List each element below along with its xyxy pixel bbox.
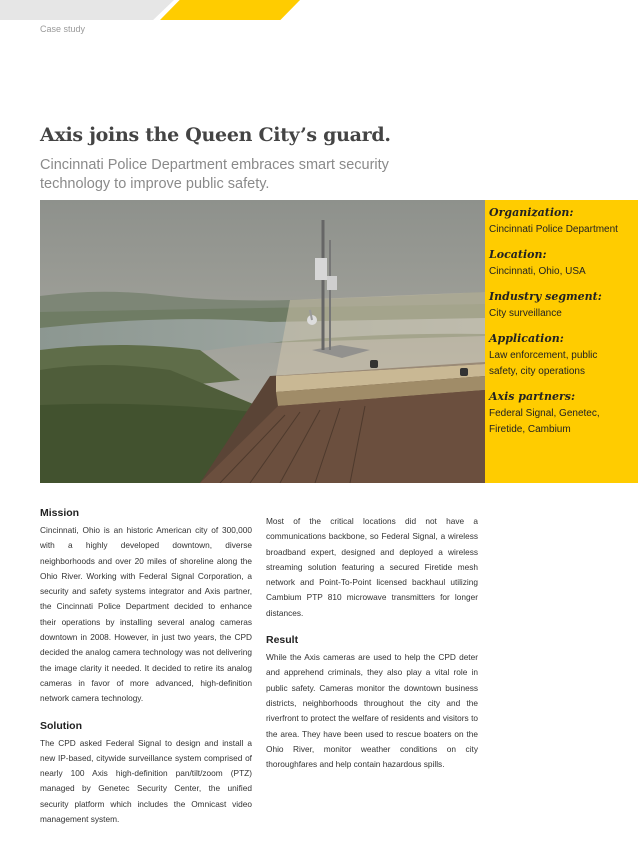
solution-continued-body: Most of the critical locations did not have a communications backbone, so Federal Signal, a wireless broadband expert, designed and deployed a wireless streaming solution featuring a secured Firetide mesh network and Point-To-Point licensed backhaul utilizing Cambium PTP 810 microwave transmitters for longer distances.: [266, 516, 478, 618]
application-value: Law enforcement, public safety, city operations: [489, 350, 598, 377]
eyebrow-label: Case study: [40, 24, 86, 34]
location-label: Location:: [489, 248, 547, 261]
solution-heading: Solution: [40, 719, 82, 732]
left-column: [40, 506, 252, 839]
axis-partners-value: Federal Signal, Genetec, Firetide, Cambium: [489, 408, 600, 435]
right-column: [266, 514, 478, 784]
result-heading: Result: [266, 634, 299, 647]
location-value: Cincinnati, Ohio, USA: [489, 266, 586, 277]
result-body: While the Axis cameras are used to help the CPD deter and apprehend criminals, they also play a vital role in public safety. Cameras monitor the downtown business districts, neighborhoods throughout the city and the riverfront to protect the welfare of residents and visitors to the area. They have been used to rescue boaters on the Ohio River, monitor weather conditions on city thoroughfares and help contain hazardous spills.: [266, 652, 478, 770]
axis-partners-label: Axis partners:: [489, 390, 576, 403]
organization-label: Organization:: [489, 206, 574, 219]
info-sidebar: [485, 200, 638, 483]
header-gray-bar: [0, 0, 174, 20]
mission-body: Cincinnati, Ohio is an historic American city of 300,000 with a highly developed downtown, diverse neighborhoods and over 20 miles of shoreline along the Ohio River. Working with Federal Signal Corporation, a security and safety systems integrator and Axis partner, the Cincinnati Police Department decided to enhance their operations by installing several analog cameras downtown in 2008. However, in just two years, the CPD decided the analog camera technology was not delivering the image clarity it needed. It decided to retire its analog cameras in favor of more advanced, high-definition network camera technology.: [40, 525, 252, 704]
solution-body: The CPD asked Federal Signal to design and install a new IP-based, citywide surveillance system comprised of nearly 100 Axis high-definition pan/tilt/zoom (PTZ) managed by Genetec Security Center, the unified security platform which includes the Omnicast video management system.: [40, 737, 252, 825]
hero-photo: [40, 200, 485, 483]
organization-value: Cincinnati Police Department: [489, 224, 618, 235]
mission-heading: Mission: [40, 507, 80, 519]
industry-segment-value: City surveillance: [489, 308, 562, 319]
page-title: Axis joins the Queen City’s guard.: [40, 124, 391, 146]
page-subtitle: Cincinnati Police Department embraces smart security technology to improve public safety.: [40, 157, 389, 192]
application-label: Application:: [489, 332, 564, 345]
industry-segment-label: Industry segment:: [489, 290, 602, 303]
header-yellow-bar: [160, 0, 300, 20]
